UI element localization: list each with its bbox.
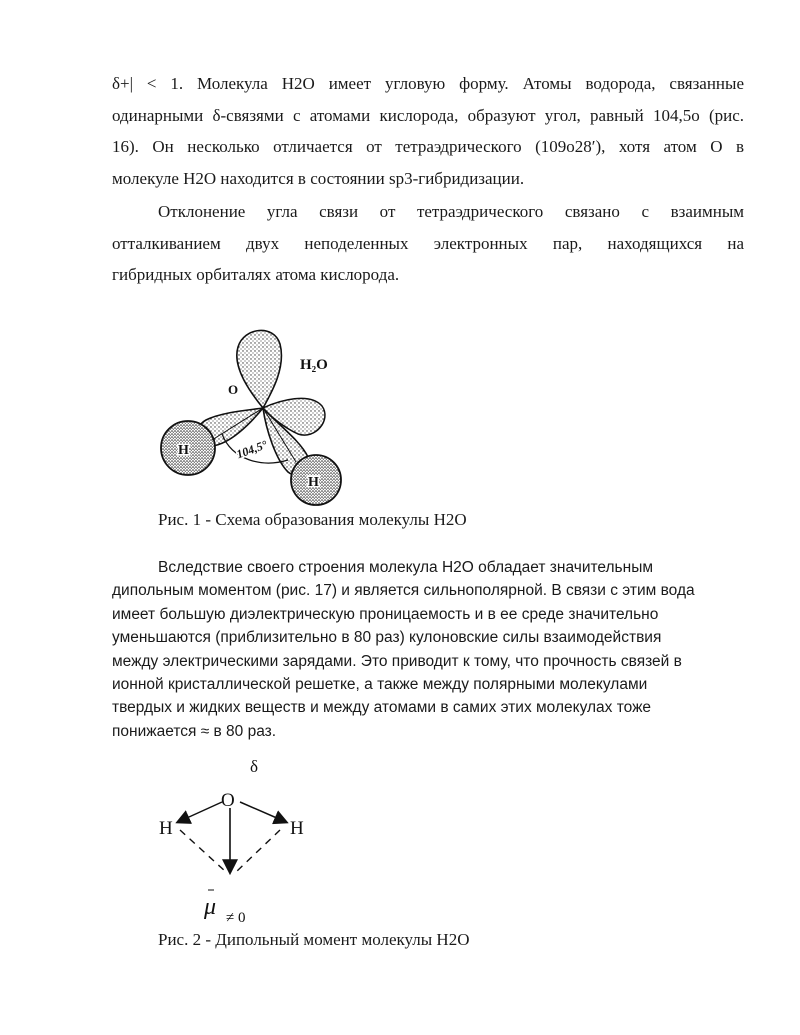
figure-2-caption: Рис. 2 - Дипольный момент молекулы H2O (158, 930, 470, 949)
paragraph-1 (112, 68, 744, 194)
paragraph-3-line: имеет большую диэлектрическую проницаемость и в ее среде значительно (112, 605, 659, 623)
figure-2-dipole-diagram (140, 750, 340, 930)
paragraph-3-line: между электрическими зарядами. Это приводит к тому, что прочность связей в (112, 652, 682, 670)
figure-1-caption: Рис. 1 - Схема образования молекулы H2O (158, 510, 467, 529)
bond-angle-label: 104,5° (234, 437, 270, 462)
hydrogen-right-label: H (290, 818, 304, 839)
hydrogen-left-label: H (178, 443, 189, 458)
paragraph-1-line: δ+| < 1. Молекула H2O имеет угловую форму. Атомы водорода, связанные (112, 74, 744, 93)
oxygen-label: O (221, 790, 235, 811)
lone-pair-orbital-top (237, 330, 282, 408)
figure-1-water-orbital-diagram (150, 322, 350, 512)
paragraph-3-line: дипольным моментом (рис. 17) и является сильнополярной. В связи с этим вода (112, 582, 695, 600)
paragraph-2-line: гибридных орбиталях атома кислорода. (112, 265, 400, 284)
paragraph-3-line: уменьшаются (приблизительно в 80 раз) кулоновские силы взаимодействия (112, 629, 662, 647)
paragraph-2-line: Отклонение угла связи от тетраэдрического связано с взаимным (158, 202, 744, 221)
paragraph-1-line: 16). Он несколько отличается от тетраэдрического (109o28′), хотя атом O в (112, 137, 744, 156)
bond-arrow-left (178, 802, 222, 822)
dashed-line-left (180, 830, 226, 872)
paragraph-2 (112, 196, 744, 291)
paragraph-3 (112, 556, 752, 743)
dashed-line-right (236, 830, 280, 872)
hydrogen-left-label: H (159, 818, 173, 839)
paragraph-3-line: ионной кристаллической решетке, а также между полярными молекулами (112, 676, 648, 694)
hydrogen-right-label: H (308, 475, 319, 490)
paragraph-3-line: Вследствие своего строения молекула H2O обладает значительным (158, 559, 653, 576)
mu-label: μ (204, 894, 217, 920)
neq-zero-label: ≠ 0 (226, 910, 246, 926)
bond-arrow-right (240, 802, 286, 822)
oxygen-label: O (228, 382, 239, 397)
paragraph-3-line: твердых и жидких веществ и между атомами в самих этих молекулах тоже (112, 699, 652, 717)
paragraph-2-line: отталкиванием двух неподеленных электронных пар, находящихся на (112, 233, 744, 253)
paragraph-3-line: понижается ≈ в 80 раз. (112, 722, 277, 740)
formula-label: H₂O (300, 357, 328, 373)
paragraph-1-line: молекуле H2O находится в состоянии sp3-гибридизации. (112, 168, 525, 188)
delta-label: δ (250, 757, 259, 776)
paragraph-1-line: одинарными δ-связями с атомами кислорода, образуют угол, равный 104,5o (рис. (112, 105, 744, 125)
